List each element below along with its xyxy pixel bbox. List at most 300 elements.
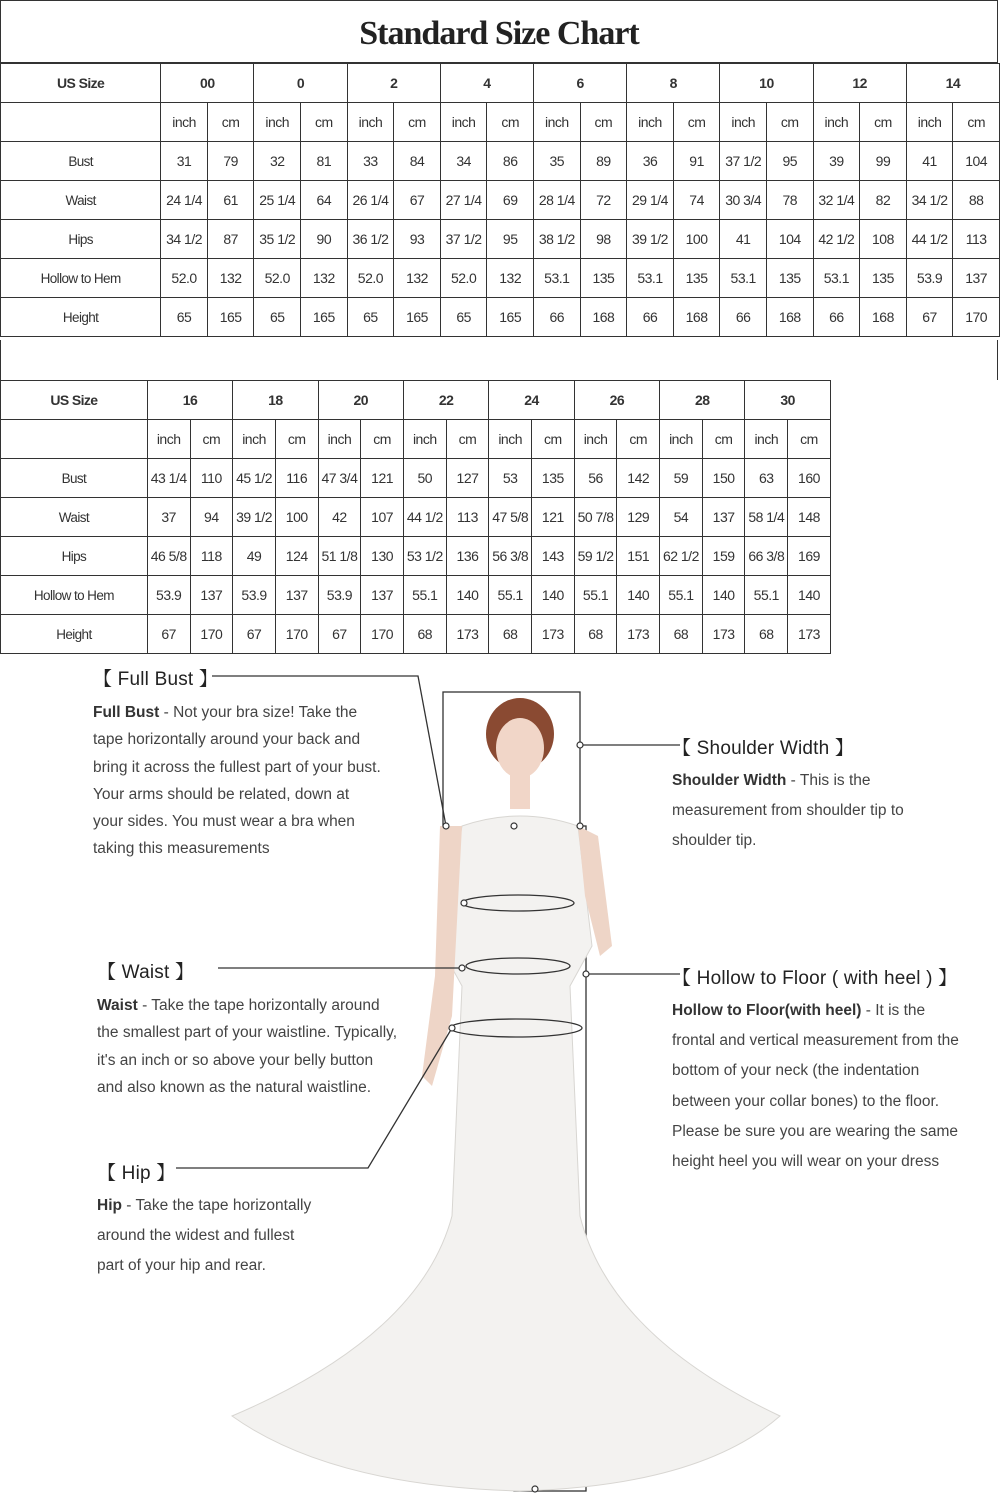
hollow-to-floor-heading: 【 Hollow to Floor ( with heel ) 】 <box>672 968 958 989</box>
table-cell: 35 <box>534 142 581 181</box>
table-cell: 67 <box>318 615 361 654</box>
size-header: 30 <box>745 381 830 420</box>
table-cell: 39 1/2 <box>233 498 276 537</box>
unit-inch: inch <box>660 420 703 459</box>
table-cell: 94 <box>190 498 233 537</box>
row-label: Height <box>1 615 148 654</box>
table-cell: 47 5/8 <box>489 498 532 537</box>
table-cell: 64 <box>301 181 348 220</box>
table-cell: 55.1 <box>489 576 532 615</box>
row-label: Hollow to Hem <box>1 259 161 298</box>
unit-cm: cm <box>617 420 660 459</box>
table-cell: 104 <box>953 142 1000 181</box>
us-size-label: US Size <box>1 64 161 103</box>
blank-cell <box>916 576 1000 615</box>
blank-cell <box>830 381 915 420</box>
hollow-line <box>672 1117 959 1147</box>
table-cell: 132 <box>394 259 441 298</box>
table-cell: 53.1 <box>534 259 581 298</box>
table-cell: 47 3/4 <box>318 459 361 498</box>
table-cell: 168 <box>860 298 907 337</box>
table-cell: 37 <box>147 498 190 537</box>
size-header: 8 <box>627 64 720 103</box>
hollow-line <box>672 1026 959 1056</box>
hip-description <box>97 1191 311 1281</box>
table-cell: 53.9 <box>233 576 276 615</box>
shoulder-line <box>672 766 904 796</box>
table-cell: 135 <box>766 259 813 298</box>
table-cell: 39 <box>813 142 860 181</box>
hollow-to-floor-block <box>672 963 959 1177</box>
table-cell: 66 3/8 <box>745 537 788 576</box>
table-cell: 68 <box>489 615 532 654</box>
table-cell: 100 <box>673 220 720 259</box>
table-cell: 67 <box>394 181 441 220</box>
unit-inch: inch <box>720 103 767 142</box>
table-cell: 37 1/2 <box>440 220 487 259</box>
full-bust-heading: 【 Full Bust 】 <box>93 669 219 690</box>
table-cell: 68 <box>745 615 788 654</box>
unit-cm: cm <box>190 420 233 459</box>
table-cell: 53.9 <box>906 259 953 298</box>
table-cell: 53 <box>489 459 532 498</box>
table-cell: 52.0 <box>254 259 301 298</box>
table-cell: 121 <box>532 498 575 537</box>
table-cell: 95 <box>766 142 813 181</box>
unit-inch: inch <box>489 420 532 459</box>
hip-block <box>97 1158 311 1281</box>
table-cell: 41 <box>906 142 953 181</box>
table-cell: 93 <box>394 220 441 259</box>
blank-cell <box>916 420 1000 459</box>
blank-cell <box>830 420 915 459</box>
size-header: 6 <box>534 64 627 103</box>
table-cell: 140 <box>532 576 575 615</box>
row-label: Waist <box>1 498 148 537</box>
hollow-line <box>672 1147 959 1177</box>
table-cell: 148 <box>788 498 831 537</box>
table-cell: 140 <box>446 576 489 615</box>
full-bust-text: your sides. You must wear a bra when <box>93 813 355 831</box>
table-cell: 52.0 <box>161 259 208 298</box>
table-cell: 98 <box>580 220 627 259</box>
table-cell: 32 <box>254 142 301 181</box>
waist-term: Waist <box>97 997 138 1014</box>
table-cell: 26 1/4 <box>347 181 394 220</box>
table-cell: 65 <box>440 298 487 337</box>
table-cell: 53.1 <box>627 259 674 298</box>
waist-text: it's an inch or so above your belly button <box>97 1051 374 1069</box>
table-cell: 173 <box>532 615 575 654</box>
chart-title: Standard Size Chart <box>0 0 998 63</box>
table-cell: 54 <box>660 498 703 537</box>
unit-inch: inch <box>440 103 487 142</box>
row-label: Waist <box>1 181 161 220</box>
table-cell: 66 <box>813 298 860 337</box>
table-cell: 66 <box>627 298 674 337</box>
table-cell: 55.1 <box>574 576 617 615</box>
table-cell: 137 <box>275 576 318 615</box>
table-cell: 136 <box>446 537 489 576</box>
table-cell: 69 <box>487 181 534 220</box>
table-cell: 135 <box>532 459 575 498</box>
waist-text: and also known as the natural waistline. <box>97 1078 371 1096</box>
table-cell: 100 <box>275 498 318 537</box>
table-cell: 87 <box>207 220 254 259</box>
table-cell: 39 1/2 <box>627 220 674 259</box>
hollow-description <box>672 996 959 1177</box>
table-cell: 79 <box>207 142 254 181</box>
full-bust-text: - Not your bra size! Take the <box>159 704 358 721</box>
row-label: Hips <box>1 537 148 576</box>
full-bust-text: tape horizontally around your back and <box>93 731 361 749</box>
hip-line <box>97 1251 311 1281</box>
table-cell: 65 <box>254 298 301 337</box>
table-cell: 127 <box>446 459 489 498</box>
hip-term: Hip <box>97 1197 122 1214</box>
blank-cell <box>916 381 1000 420</box>
table-cell: 49 <box>233 537 276 576</box>
size-header: 14 <box>906 64 999 103</box>
table-cell: 43 1/4 <box>147 459 190 498</box>
full-bust-line <box>93 835 381 862</box>
table-cell: 68 <box>403 615 446 654</box>
hip-text: around the widest and fullest <box>97 1227 295 1244</box>
shoulder-text: - This is the <box>786 772 871 789</box>
table-cell: 44 1/2 <box>906 220 953 259</box>
table-cell: 38 1/2 <box>534 220 581 259</box>
table-cell: 132 <box>207 259 254 298</box>
unit-inch: inch <box>574 420 617 459</box>
unit-inch: inch <box>906 103 953 142</box>
table-cell: 159 <box>702 537 745 576</box>
unit-cm: cm <box>580 103 627 142</box>
blank-cell <box>916 615 1000 654</box>
table-row <box>1 459 1000 498</box>
full-bust-text: taking this measurements <box>93 840 270 858</box>
table-cell: 140 <box>702 576 745 615</box>
full-bust-line <box>93 726 381 753</box>
hollow-term: Hollow to Floor(with heel) <box>672 1002 862 1019</box>
hollow-line <box>672 1087 959 1117</box>
table-cell: 170 <box>361 615 404 654</box>
table-cell: 62 1/2 <box>660 537 703 576</box>
unit-row <box>1 103 1000 142</box>
unit-inch: inch <box>627 103 674 142</box>
unit-inch: inch <box>403 420 446 459</box>
table-cell: 116 <box>275 459 318 498</box>
waist-heading: 【 Waist 】 <box>97 962 195 983</box>
table-cell: 124 <box>275 537 318 576</box>
table-row <box>1 537 1000 576</box>
unit-cm: cm <box>487 103 534 142</box>
unit-inch: inch <box>347 103 394 142</box>
table-cell: 140 <box>788 576 831 615</box>
table-row <box>1 259 1000 298</box>
unit-row-label <box>1 420 148 459</box>
shoulder-term: Shoulder Width <box>672 772 787 789</box>
waist-line <box>97 1074 397 1101</box>
unit-cm: cm <box>394 103 441 142</box>
size-table-2 <box>0 380 1000 654</box>
table-cell: 88 <box>953 181 1000 220</box>
table-cell: 132 <box>301 259 348 298</box>
size-header: 00 <box>161 64 254 103</box>
table-row <box>1 615 1000 654</box>
shoulder-width-heading: 【 Shoulder Width 】 <box>672 738 855 759</box>
table-row <box>1 576 1000 615</box>
hollow-text: Please be sure you are wearing the same <box>672 1122 959 1140</box>
unit-inch: inch <box>813 103 860 142</box>
size-header: 12 <box>813 64 906 103</box>
table-cell: 132 <box>487 259 534 298</box>
table-cell: 82 <box>860 181 907 220</box>
table-cell: 42 1/2 <box>813 220 860 259</box>
table-cell: 86 <box>487 142 534 181</box>
table-cell: 137 <box>361 576 404 615</box>
table-cell: 74 <box>673 181 720 220</box>
table-cell: 165 <box>207 298 254 337</box>
table-cell: 140 <box>617 576 660 615</box>
table-cell: 107 <box>361 498 404 537</box>
table-cell: 110 <box>190 459 233 498</box>
unit-inch: inch <box>147 420 190 459</box>
row-label: Bust <box>1 142 161 181</box>
size-header: 10 <box>720 64 813 103</box>
table-cell: 89 <box>580 142 627 181</box>
table-cell: 36 <box>627 142 674 181</box>
table-cell: 51 1/8 <box>318 537 361 576</box>
hollow-text: frontal and vertical measurement from the <box>672 1032 959 1050</box>
table-gap <box>0 340 998 380</box>
table-cell: 91 <box>673 142 720 181</box>
waist-text: the smallest part of your waistline. Typically, <box>97 1024 398 1042</box>
table-cell: 142 <box>617 459 660 498</box>
blank-cell <box>830 498 915 537</box>
table-cell: 68 <box>574 615 617 654</box>
table-row <box>1 220 1000 259</box>
table-cell: 29 1/4 <box>627 181 674 220</box>
table-cell: 27 1/4 <box>440 181 487 220</box>
hollow-text: height heel you will wear on your dress <box>672 1153 940 1171</box>
table-row <box>1 498 1000 537</box>
table-cell: 104 <box>766 220 813 259</box>
table-cell: 36 1/2 <box>347 220 394 259</box>
unit-cm: cm <box>953 103 1000 142</box>
shoulder-text: shoulder tip. <box>672 832 757 849</box>
table-cell: 31 <box>161 142 208 181</box>
table-cell: 66 <box>720 298 767 337</box>
hip-text: - Take the tape horizontally <box>121 1197 312 1214</box>
table-cell: 165 <box>301 298 348 337</box>
table-cell: 55.1 <box>403 576 446 615</box>
table-cell: 55.1 <box>660 576 703 615</box>
row-label: Height <box>1 298 161 337</box>
table-cell: 137 <box>702 498 745 537</box>
table-cell: 45 1/2 <box>233 459 276 498</box>
unit-cm: cm <box>860 103 907 142</box>
table-cell: 33 <box>347 142 394 181</box>
table-cell: 53.1 <box>813 259 860 298</box>
unit-inch: inch <box>233 420 276 459</box>
table-cell: 35 1/2 <box>254 220 301 259</box>
table-cell: 118 <box>190 537 233 576</box>
size-header: 24 <box>489 381 574 420</box>
table-cell: 135 <box>673 259 720 298</box>
full-bust-line <box>93 699 381 726</box>
table-cell: 67 <box>147 615 190 654</box>
table-cell: 170 <box>953 298 1000 337</box>
table-cell: 25 1/4 <box>254 181 301 220</box>
hollow-line <box>672 1056 959 1086</box>
size-header-row <box>1 64 1000 103</box>
unit-cm: cm <box>207 103 254 142</box>
table-row <box>1 181 1000 220</box>
table-cell: 63 <box>745 459 788 498</box>
hip-line <box>97 1221 311 1251</box>
blank-cell <box>916 537 1000 576</box>
table-cell: 95 <box>487 220 534 259</box>
table-cell: 84 <box>394 142 441 181</box>
table-cell: 135 <box>580 259 627 298</box>
size-header: 4 <box>440 64 533 103</box>
shoulder-line <box>672 826 904 856</box>
table-row <box>1 298 1000 337</box>
table-cell: 113 <box>446 498 489 537</box>
waist-line <box>97 992 397 1019</box>
unit-inch: inch <box>745 420 788 459</box>
shoulder-description <box>672 766 904 856</box>
table-cell: 165 <box>394 298 441 337</box>
unit-cm: cm <box>446 420 489 459</box>
table-cell: 150 <box>702 459 745 498</box>
table-cell: 55.1 <box>745 576 788 615</box>
row-label: Hollow to Hem <box>1 576 148 615</box>
table-cell: 56 <box>574 459 617 498</box>
hollow-text: bottom of your neck (the indentation <box>672 1062 920 1080</box>
full-bust-line <box>93 754 381 781</box>
table-cell: 53.9 <box>318 576 361 615</box>
table-cell: 108 <box>860 220 907 259</box>
table-cell: 137 <box>190 576 233 615</box>
size-header: 18 <box>233 381 318 420</box>
hollow-line <box>672 996 959 1026</box>
waist-description <box>97 992 397 1101</box>
table-cell: 65 <box>347 298 394 337</box>
unit-row <box>1 420 1000 459</box>
table-cell: 168 <box>766 298 813 337</box>
table-cell: 41 <box>720 220 767 259</box>
blank-cell <box>830 537 915 576</box>
table-cell: 34 1/2 <box>906 181 953 220</box>
table-cell: 113 <box>953 220 1000 259</box>
table-cell: 137 <box>953 259 1000 298</box>
table-cell: 34 <box>440 142 487 181</box>
table-cell: 53 1/2 <box>403 537 446 576</box>
table-cell: 90 <box>301 220 348 259</box>
table-cell: 44 1/2 <box>403 498 446 537</box>
unit-cm: cm <box>361 420 404 459</box>
size-header: 28 <box>660 381 745 420</box>
table-cell: 129 <box>617 498 660 537</box>
table-cell: 32 1/4 <box>813 181 860 220</box>
waist-text: - Take the tape horizontally around <box>137 997 380 1014</box>
table-cell: 67 <box>233 615 276 654</box>
table-cell: 170 <box>275 615 318 654</box>
unit-inch: inch <box>534 103 581 142</box>
table-cell: 50 <box>403 459 446 498</box>
hip-text: part of your hip and rear. <box>97 1257 266 1274</box>
full-bust-term: Full Bust <box>93 704 160 721</box>
blank-cell <box>830 615 915 654</box>
table-cell: 121 <box>361 459 404 498</box>
unit-inch: inch <box>161 103 208 142</box>
table-row <box>1 142 1000 181</box>
table-cell: 66 <box>534 298 581 337</box>
table-cell: 67 <box>906 298 953 337</box>
table-cell: 173 <box>446 615 489 654</box>
unit-cm: cm <box>673 103 720 142</box>
table-cell: 34 1/2 <box>161 220 208 259</box>
size-header: 26 <box>574 381 659 420</box>
table-cell: 37 1/2 <box>720 142 767 181</box>
table-cell: 168 <box>673 298 720 337</box>
table-cell: 46 5/8 <box>147 537 190 576</box>
unit-cm: cm <box>301 103 348 142</box>
hollow-text: between your collar bones) to the floor. <box>672 1092 940 1110</box>
row-label: Hips <box>1 220 161 259</box>
table-cell: 65 <box>161 298 208 337</box>
table-cell: 53.9 <box>147 576 190 615</box>
table-cell: 169 <box>788 537 831 576</box>
table-cell: 78 <box>766 181 813 220</box>
table-cell: 30 3/4 <box>720 181 767 220</box>
table-cell: 52.0 <box>440 259 487 298</box>
table-cell: 53.1 <box>720 259 767 298</box>
table-cell: 58 1/4 <box>745 498 788 537</box>
table-cell: 59 1/2 <box>574 537 617 576</box>
table-cell: 52.0 <box>347 259 394 298</box>
full-bust-line <box>93 808 381 835</box>
unit-inch: inch <box>254 103 301 142</box>
table-cell: 165 <box>487 298 534 337</box>
table-cell: 151 <box>617 537 660 576</box>
table-cell: 170 <box>190 615 233 654</box>
table-cell: 130 <box>361 537 404 576</box>
table-cell: 72 <box>580 181 627 220</box>
full-bust-description <box>93 699 381 863</box>
blank-cell <box>830 576 915 615</box>
table-cell: 42 <box>318 498 361 537</box>
size-header: 0 <box>254 64 347 103</box>
waist-line <box>97 1019 397 1046</box>
blank-cell <box>916 459 1000 498</box>
table-cell: 28 1/4 <box>534 181 581 220</box>
blank-cell <box>916 498 1000 537</box>
shoulder-width-block <box>672 733 904 856</box>
size-header-row <box>1 381 1000 420</box>
table-cell: 24 1/4 <box>161 181 208 220</box>
unit-cm: cm <box>788 420 831 459</box>
full-bust-block <box>93 664 381 863</box>
unit-cm: cm <box>766 103 813 142</box>
table-cell: 143 <box>532 537 575 576</box>
full-bust-line <box>93 781 381 808</box>
size-header: 20 <box>318 381 403 420</box>
hip-line <box>97 1191 311 1221</box>
waist-line <box>97 1047 397 1074</box>
table-cell: 173 <box>702 615 745 654</box>
